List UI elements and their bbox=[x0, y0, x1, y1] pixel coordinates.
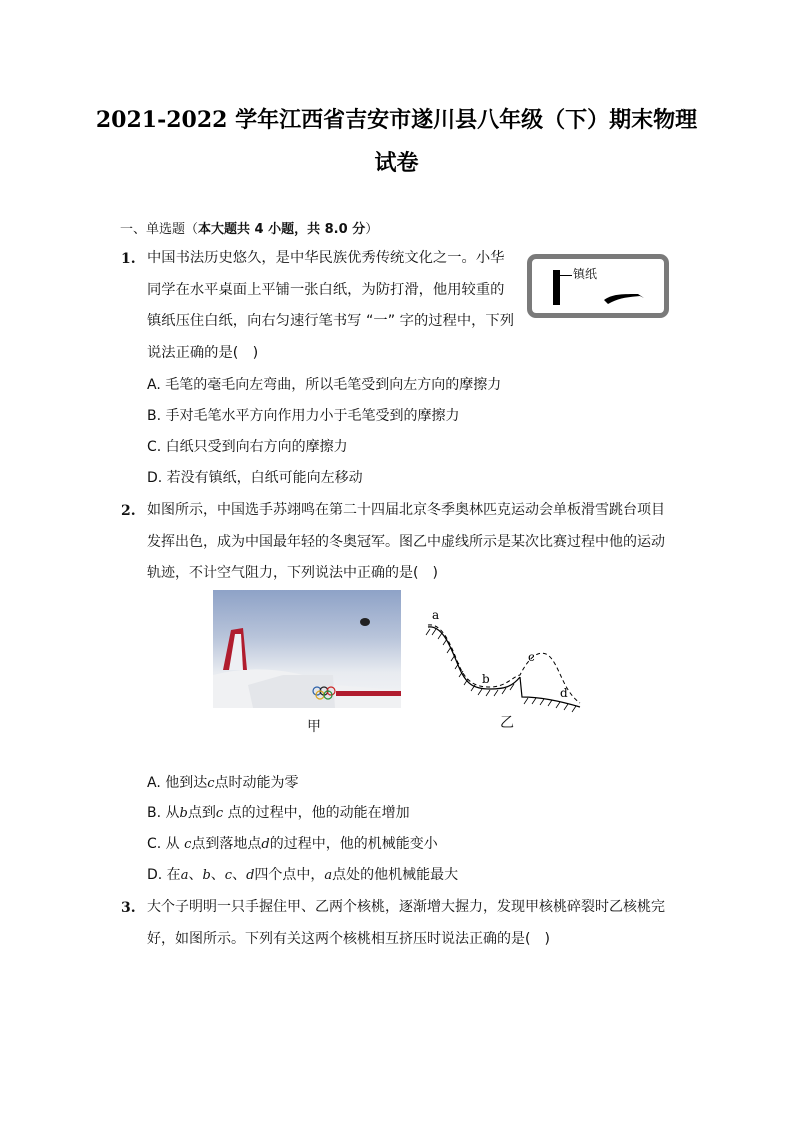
section-detail: 本大题共 4 小题，共 8.0 分 bbox=[198, 222, 366, 237]
brush-stroke-icon bbox=[602, 288, 647, 306]
question-number: 1. bbox=[121, 251, 136, 267]
option-b[interactable]: B. 从b点到c 点的过程中，他的动能在增加 bbox=[147, 805, 410, 821]
stem-line: 大个子明明一只手握住甲、乙两个核桃，逐渐增大握力，发现甲核桃碎裂时乙核桃完 bbox=[147, 899, 665, 915]
option-c[interactable]: C. 白纸只受到向右方向的摩擦力 bbox=[147, 439, 348, 455]
point-d-label: d bbox=[560, 686, 568, 700]
option-a[interactable]: A. 他到达c点时动能为零 bbox=[147, 775, 299, 791]
ski-jump-scene-icon bbox=[213, 590, 401, 708]
point-c-label: c bbox=[528, 650, 535, 664]
option-d[interactable]: D. 在a、b、c、d四个点中，a点处的他机械能最大 bbox=[147, 867, 459, 883]
leader-line bbox=[560, 275, 572, 276]
figure-caption-left: 甲 bbox=[307, 719, 321, 735]
section-heading bbox=[120, 218, 378, 237]
page-title-line1: 2021-2022 学年江西省吉安市遂川县八年级（下）期末物理 bbox=[95, 107, 698, 133]
stem-line: 如图所示，中国选手苏翊鸣在第二十四届北京冬季奥林匹克运动会单板滑雪跳台项目 bbox=[147, 502, 665, 518]
section-prefix: 一、单选题（ bbox=[120, 222, 199, 237]
question-number: 3. bbox=[121, 900, 136, 916]
section-suffix: ） bbox=[365, 222, 379, 237]
stem-line: 发挥出色，成为中国最年轻的冬奥冠军。图乙中虚线所示是某次比赛过程中他的运动 bbox=[147, 533, 665, 550]
option-a[interactable]: A. 毛笔的毫毛向左弯曲，所以毛笔受到向左方向的摩擦力 bbox=[147, 377, 502, 393]
question-3-stem bbox=[147, 892, 665, 955]
paperweight-icon bbox=[553, 270, 560, 305]
stem-line: 好，如图所示。下列有关这两个核桃相互挤压时说法正确的是( ) bbox=[147, 930, 550, 947]
snowboard-photo bbox=[213, 590, 401, 708]
question-2-stem bbox=[147, 495, 665, 590]
stem-line: 镇纸压住白纸，向右匀速行笔书写 “一” 字的过程中，下列 bbox=[147, 313, 515, 329]
stem-line: 中国书法历史悠久，是中华民族优秀传统文化之一。小华 bbox=[147, 250, 505, 266]
question-1-stem bbox=[147, 243, 514, 369]
stem-line: 说法正确的是( ) bbox=[147, 344, 259, 361]
point-b-label: b bbox=[482, 672, 490, 686]
paperweight-figure bbox=[527, 254, 669, 318]
option-c[interactable]: C. 从 c点到落地点d的过程中，他的机械能变小 bbox=[147, 836, 438, 852]
stem-line: 轨迹，不计空气阻力，下列说法中正确的是( ) bbox=[147, 565, 438, 581]
trajectory-diagram bbox=[420, 605, 585, 715]
question-number: 2. bbox=[121, 503, 136, 519]
page-title-line2: 试卷 bbox=[374, 150, 419, 176]
point-a-label: a bbox=[432, 608, 440, 622]
stem-line: 同学在水平桌面上平铺一张白纸，为防打滑，他用较重的 bbox=[147, 281, 505, 298]
option-d[interactable]: D. 若没有镇纸，白纸可能向左移动 bbox=[147, 470, 363, 486]
option-b[interactable]: B. 手对毛笔水平方向作用力小于毛笔受到的摩擦力 bbox=[147, 408, 460, 424]
paperweight-label: 镇纸 bbox=[573, 267, 598, 281]
figure-caption-right: 乙 bbox=[500, 715, 514, 731]
